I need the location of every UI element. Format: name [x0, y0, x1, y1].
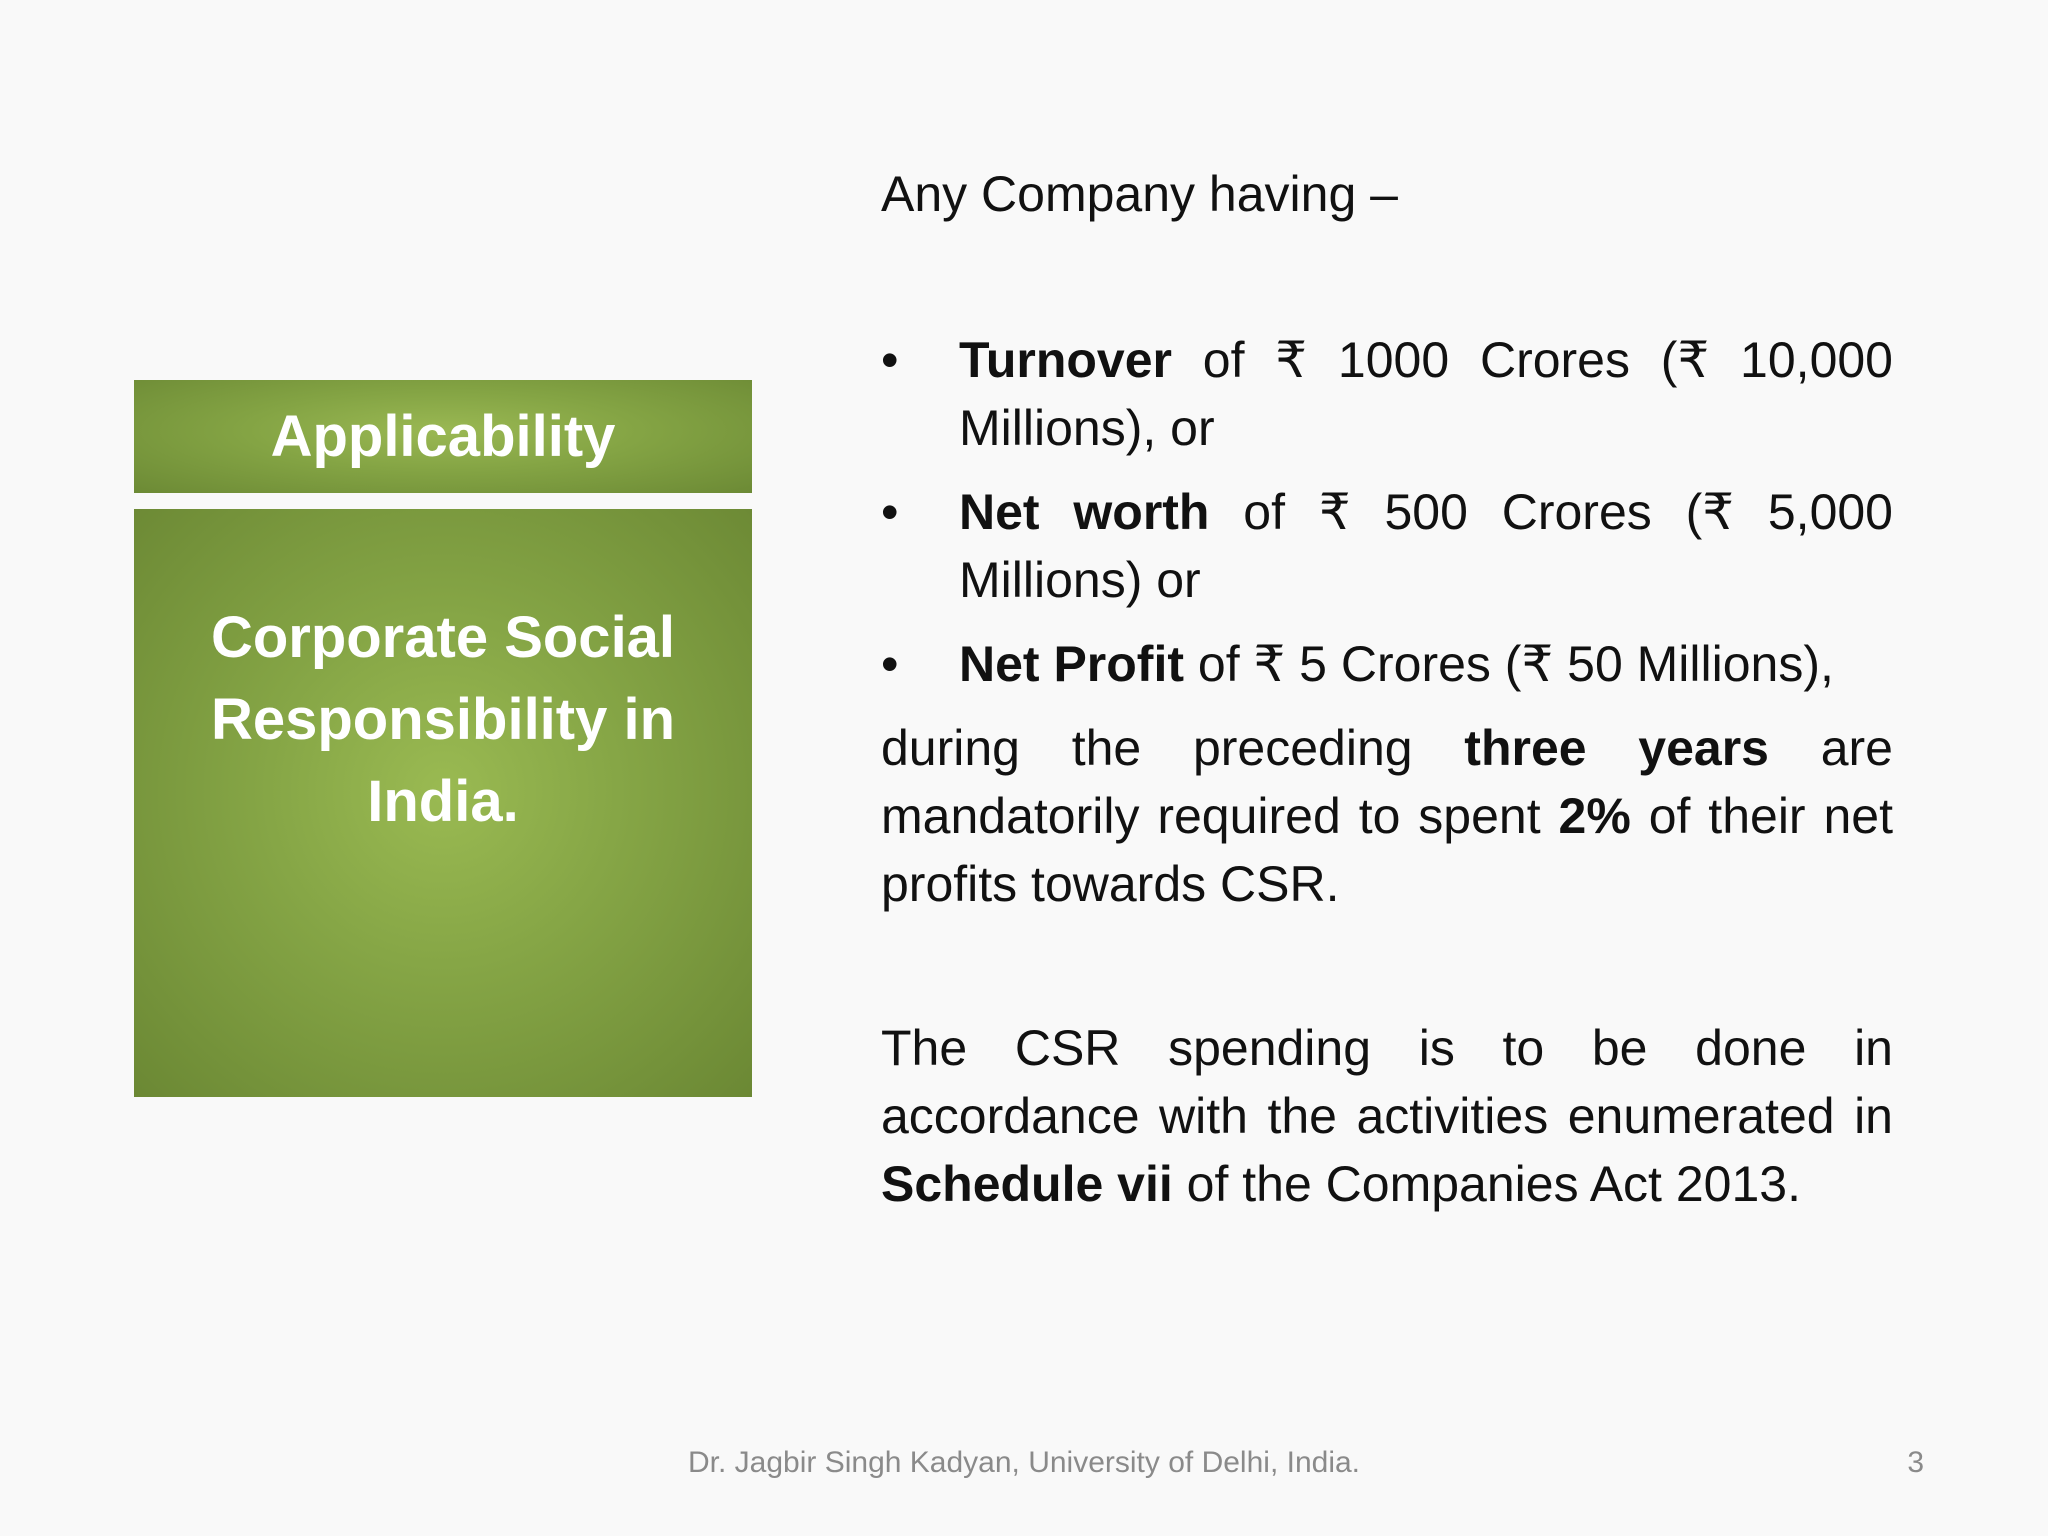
- criteria-item-turnover: [881, 326, 1893, 462]
- schedule-paragraph: [881, 1014, 1893, 1218]
- criteria-list: [881, 326, 1893, 698]
- topic-text: Corporate Social Responsibility in India.: [210, 605, 676, 834]
- criteria-detail: of ₹ 5 Crores (₹ 50 Millions),: [1184, 636, 1834, 692]
- emphasis-three-years: three years: [1464, 720, 1769, 776]
- bullet-icon: •: [881, 332, 899, 388]
- criteria-term: Net Profit: [959, 636, 1184, 692]
- paragraph-text: are mandatorily required to spent: [881, 720, 1893, 844]
- paragraph-text: of the Companies Act 2013.: [1172, 1156, 1801, 1212]
- main-content: [881, 160, 1893, 1218]
- topic-box: [134, 509, 752, 1097]
- intro-text: Any Company having –: [881, 166, 1398, 222]
- page-number: 3: [1907, 1446, 1924, 1479]
- bullet-icon: •: [881, 484, 899, 540]
- header-label: Applicability: [270, 404, 616, 469]
- criteria-detail: of ₹ 1000 Crores (₹ 10,000 Millions), or: [959, 332, 1893, 456]
- emphasis-percentage: 2%: [1558, 788, 1631, 844]
- bullet-icon: •: [881, 636, 899, 692]
- criteria-detail: of ₹ 500 Crores (₹ 5,000 Millions) or: [959, 484, 1893, 608]
- applicability-header: [134, 380, 752, 493]
- paragraph-text: The CSR spending is to be done in accordance with the activities enumerated in: [881, 1020, 1893, 1144]
- criteria-item-net-worth: [881, 478, 1893, 614]
- paragraph-text: during the preceding: [881, 720, 1465, 776]
- criteria-term: Net worth: [959, 484, 1210, 540]
- criteria-term: Turnover: [959, 332, 1172, 388]
- footer-credit: Dr. Jagbir Singh Kadyan, University of Delhi, India.: [688, 1446, 1360, 1479]
- criteria-item-net-profit: [881, 630, 1893, 698]
- emphasis-schedule: Schedule vii: [881, 1156, 1173, 1212]
- spending-requirement-paragraph: [881, 714, 1893, 918]
- paragraph-text: of their net profits towards CSR.: [881, 788, 1893, 912]
